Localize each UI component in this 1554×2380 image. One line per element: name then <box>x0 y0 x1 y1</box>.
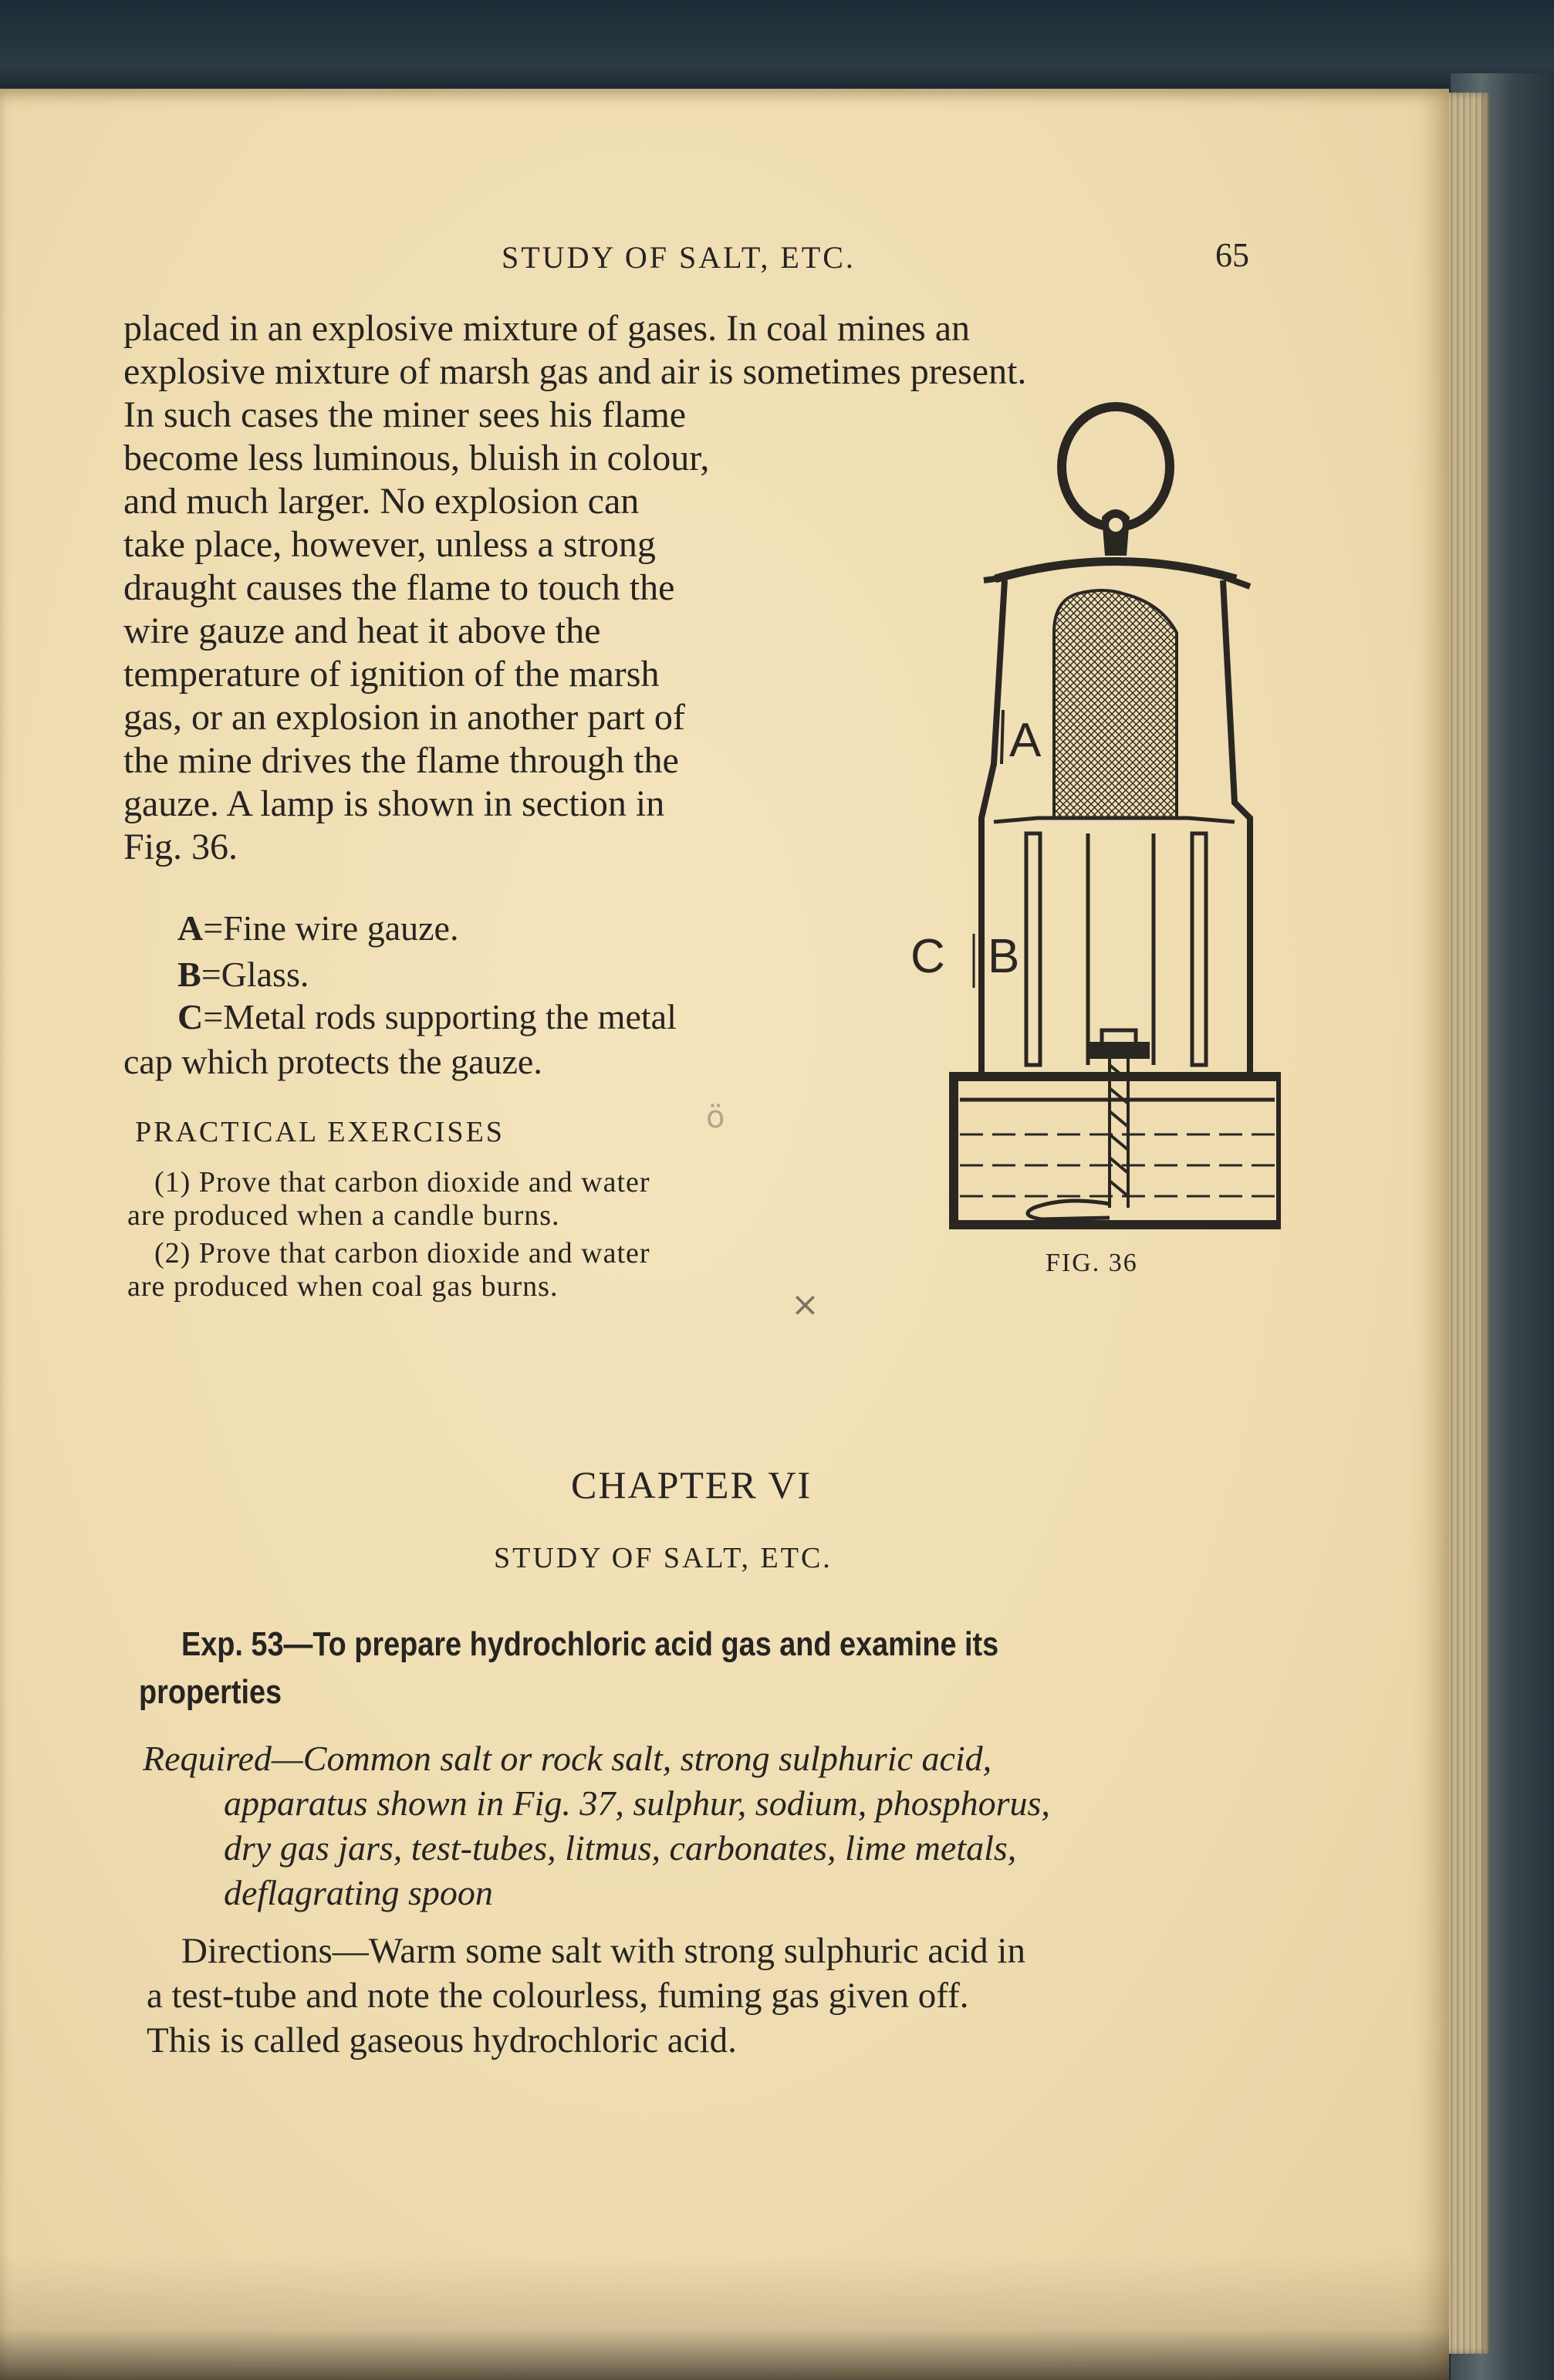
body-line: the mine drives the flame through the <box>123 740 679 781</box>
directions-line: Directions—Warm some salt with strong sulphuric acid in <box>181 1931 1025 1971</box>
book-cover-top <box>0 0 1554 96</box>
label-a: A <box>1009 714 1042 767</box>
legend-text: =Metal rods supporting the metal <box>203 997 677 1036</box>
legend-key: A <box>177 908 204 948</box>
running-header: STUDY OF SALT, ETC. <box>502 240 856 275</box>
required-line: deflagrating spoon <box>224 1873 493 1912</box>
legend-key: B <box>177 955 201 994</box>
legend-continuation: cap which protects the gauze. <box>123 1042 542 1081</box>
label-c: C <box>910 930 945 983</box>
body-line: temperature of ignition of the marsh <box>123 654 660 695</box>
directions-line: a test-tube and note the colourless, fuming gas given off. <box>147 1976 969 2016</box>
body-line: wire gauze and heat it above the <box>123 610 601 651</box>
body-line: gauze. A lamp is shown in section in <box>123 783 665 824</box>
chapter-title: CHAPTER VI <box>571 1463 812 1506</box>
practical-heading: PRACTICAL EXERCISES <box>135 1116 505 1148</box>
experiment-title-cont: properties <box>139 1673 282 1711</box>
body-line: explosive mixture of marsh gas and air is sometimes present. <box>123 351 1027 392</box>
legend-key: C <box>177 997 204 1036</box>
body-line: draught causes the flame to touch the <box>123 567 675 608</box>
pencil-x-mark: × <box>791 1285 819 1324</box>
practical-line: are produced when coal gas burns. <box>127 1270 559 1303</box>
legend-text: =Glass. <box>201 955 309 994</box>
top-cap <box>995 562 1236 580</box>
directions-line: This is called gaseous hydrochloric acid. <box>147 2020 737 2061</box>
page-number: 65 <box>1215 236 1249 274</box>
glass-cylinder <box>1026 833 1040 1065</box>
required-line: Required—Common salt or rock salt, strong sulphuric acid, <box>143 1739 992 1778</box>
practical-line: (1) Prove that carbon dioxide and water <box>154 1166 650 1198</box>
body-line: take place, however, unless a strong <box>123 524 656 565</box>
figure-caption: FIG. 36 <box>1046 1249 1138 1277</box>
required-line: apparatus shown in Fig. 37, sulphur, sodium, phosphorus, <box>224 1783 1050 1823</box>
body-line: Fig. 36. <box>123 827 238 867</box>
practical-line: are produced when a candle burns. <box>127 1199 560 1232</box>
body-line: gas, or an explosion in another part of <box>123 697 685 738</box>
safety-lamp-figure <box>910 401 1281 1250</box>
legend-item-b <box>177 953 309 996</box>
legend-item-a <box>177 907 458 950</box>
experiment-title: Exp. 53—To prepare hydrochloric acid gas and examine its <box>181 1625 999 1663</box>
label-b: B <box>988 930 1020 983</box>
hanging-ring <box>1062 407 1170 527</box>
body-line: placed in an explosive mixture of gases. In coal mines an <box>123 308 970 349</box>
wire-gauze <box>1054 590 1177 818</box>
practical-line: (2) Prove that carbon dioxide and water <box>154 1237 650 1269</box>
page-bottom-shadow <box>0 2253 1449 2380</box>
body-line: In such cases the miner sees his flame <box>123 394 687 435</box>
required-line: dry gas jars, test-tubes, litmus, carbonates, lime metals, <box>224 1828 1017 1868</box>
legend-item-c <box>177 996 677 1039</box>
metal-rod-right <box>1223 580 1250 1073</box>
body-line: and much larger. No explosion can <box>123 481 640 522</box>
pencil-mark: ö <box>706 1100 725 1135</box>
chapter-subtitle: STUDY OF SALT, ETC. <box>494 1542 833 1574</box>
body-line: become less luminous, bluish in colour, <box>123 438 710 478</box>
metal-rod-left <box>981 580 1005 1073</box>
legend-text: =Fine wire gauze. <box>203 908 459 948</box>
